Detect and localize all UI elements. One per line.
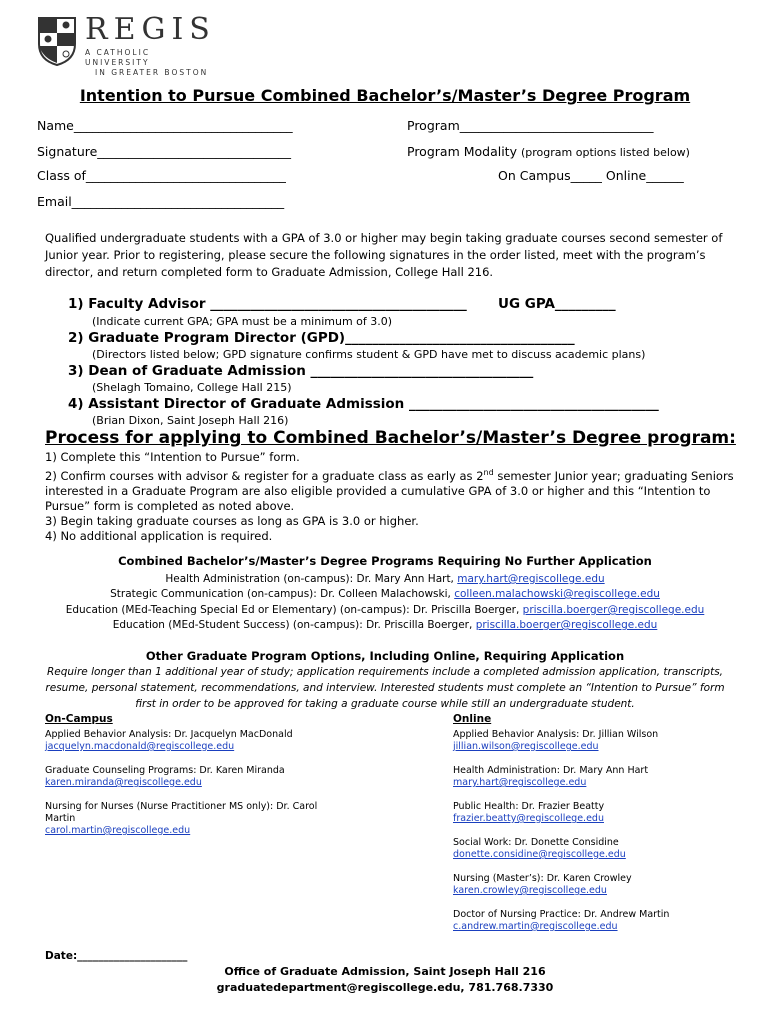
list-item: Applied Behavior Analysis: Dr. Jacquelyn MacDonald jacquelyn.macdonald@regiscollege.edu [45, 729, 293, 752]
list-item: Graduate Counseling Programs: Dr. Karen Miranda karen.miranda@regiscollege.edu [45, 765, 285, 788]
step-3-note: (Shelagh Tomaino, College Hall 215) [92, 381, 292, 394]
campus-online-field[interactable]: On Campus_____ Online______ [498, 168, 684, 183]
combined-program-4: Education (MEd-Student Success) (on-campus): Dr. Priscilla Boerger, priscilla.boerger@regiscollege.edu [112, 619, 658, 631]
email-link[interactable]: frazier.beatty@regiscollege.edu [453, 813, 604, 824]
email-link[interactable]: priscilla.boerger@regiscollege.edu [475, 619, 658, 631]
combined-program-3: Education (MEd-Teaching Special Ed or Elementary) (on-campus): Dr. Priscilla Boerger, priscilla.boerger@regiscollege.edu [65, 604, 705, 616]
process-item-1: 1) Complete this “Intention to Pursue” form. [45, 450, 300, 464]
list-item: Applied Behavior Analysis: Dr. Jillian Wilson jillian.wilson@regiscollege.edu [453, 729, 659, 752]
step-2-note: (Directors listed below; GPD signature confirms student & GPD have met to discuss academic plans) [92, 348, 646, 361]
list-item: Social Work: Dr. Donette Considine donette.considine@regiscollege.edu [453, 837, 626, 860]
step-1-note: (Indicate current GPA; GPA must be a minimum of 3.0) [92, 315, 393, 328]
step-4-note: (Brian Dixon, Saint Joseph Hall 216) [92, 414, 289, 427]
page-title: Intention to Pursue Combined Bachelor’s/Master’s Degree Program [79, 86, 691, 105]
list-item: Nursing for Nurses (Nurse Practitioner MS only): Dr. Carol Martin carol.martin@regiscollege.edu [45, 801, 318, 836]
process-item-4: 4) No additional application is required. [45, 528, 273, 543]
class-of-field[interactable]: Class of________________________________ [37, 168, 286, 183]
step-program-director[interactable]: 2) Graduate Program Director (GPD)__________________________________ [68, 330, 575, 346]
footer-office: Office of Graduate Admission, Saint Joseph Hall 216 [224, 965, 546, 978]
ug-gpa-field[interactable]: UG GPA_________ [498, 296, 616, 312]
process-heading: Process for applying to Combined Bachelor’s/Master’s Degree program: [45, 428, 736, 448]
email-link[interactable]: donette.considine@regiscollege.edu [453, 849, 626, 860]
list-item: Doctor of Nursing Practice: Dr. Andrew Martin c.andrew.martin@regiscollege.edu [453, 909, 670, 932]
email-link[interactable]: mary.hart@regiscollege.edu [457, 573, 605, 585]
email-link[interactable]: colleen.malachowski@regiscollege.edu [454, 588, 660, 600]
process-item-2: 2) Confirm courses with advisor & register for a graduate class as early as 2nd semester Junior year; graduating Seniors interested in a Graduate Program are also eligible provided a cumulative GPA of 3.0 or higher and this “Intention to Pursue” form is completed as noted above. [45, 468, 734, 513]
email-link[interactable]: jacquelyn.macdonald@regiscollege.edu [45, 741, 235, 752]
modality-label: Program Modality [407, 144, 517, 159]
email-link[interactable]: c.andrew.martin@regiscollege.edu [453, 921, 618, 932]
footer-contact: graduatedepartment@regiscollege.edu, 781.768.7330 [216, 981, 554, 994]
program-modality-field [407, 144, 690, 159]
logo-tagline: A CATHOLIC UNIVERSITY IN GREATER BOSTON [85, 48, 209, 77]
process-list [45, 450, 735, 544]
step-faculty-advisor[interactable]: 1) Faculty Advisor ______________________________________ [68, 296, 467, 312]
program-field[interactable]: Program_______________________________ [407, 118, 654, 133]
email-link[interactable]: karen.miranda@regiscollege.edu [45, 777, 202, 788]
signature-field[interactable]: Signature_______________________________ [37, 144, 292, 159]
step-assistant-director[interactable]: 4) Assistant Director of Graduate Admission _____________________________________ [68, 396, 659, 412]
email-link[interactable]: carol.martin@regiscollege.edu [45, 825, 191, 836]
combined-programs-heading: Combined Bachelor’s/Master’s Degree Programs Requiring No Further Application [118, 554, 652, 568]
intro-paragraph: Qualified undergraduate students with a GPA of 3.0 or higher may begin taking graduate courses second semester of Junior year. Prior to registering, please secure the following signatures in the order listed, meet with the program’s director, and return completed form to Graduate Admission, College Hall 216. [45, 231, 723, 279]
combined-program-2: Strategic Communication (on-campus): Dr. Colleen Malachowski, colleen.malachowski@regiscollege.edu [110, 588, 660, 600]
name-field[interactable]: Name___________________________________ [37, 118, 293, 133]
combined-program-1: Health Administration (on-campus): Dr. Mary Ann Hart, mary.hart@regiscollege.edu [165, 573, 605, 585]
requirements-paragraph: Require longer than 1 additional year of study; application requirements include a completed admission application, transcripts, resume, personal statement, recommendations, and interview. Interested students must complete an “Intention to Pursue” form first in order to be approved for taking a graduate course while still an undergraduate student. [45, 666, 725, 710]
logo-wordmark: REGIS [85, 12, 216, 47]
list-item: Nursing (Master’s): Dr. Karen Crowley karen.crowley@regiscollege.edu [453, 873, 632, 896]
list-item: Health Administration: Dr. Mary Ann Hart mary.hart@regiscollege.edu [453, 765, 649, 788]
email-link[interactable]: jillian.wilson@regiscollege.edu [453, 741, 599, 752]
step-dean[interactable]: 3) Dean of Graduate Admission _________________________________ [68, 363, 534, 379]
regis-logo [37, 12, 217, 77]
process-item-3: 3) Begin taking graduate courses as long as GPA is 3.0 or higher. [45, 513, 419, 528]
email-link[interactable]: karen.crowley@regiscollege.edu [453, 885, 607, 896]
date-field[interactable]: Date:_____________________ [45, 950, 188, 962]
online-heading: Online [453, 713, 492, 725]
email-link[interactable]: priscilla.boerger@regiscollege.edu [522, 604, 705, 616]
shield-icon [37, 16, 77, 66]
list-item: Public Health: Dr. Frazier Beatty frazier.beatty@regiscollege.edu [453, 801, 605, 824]
email-field[interactable]: Email__________________________________ [37, 194, 285, 209]
on-campus-heading: On-Campus [45, 713, 113, 725]
other-programs-heading: Other Graduate Program Options, Including Online, Requiring Application [145, 649, 625, 663]
email-link[interactable]: mary.hart@regiscollege.edu [453, 777, 587, 788]
modality-note: (program options listed below) [520, 146, 690, 159]
